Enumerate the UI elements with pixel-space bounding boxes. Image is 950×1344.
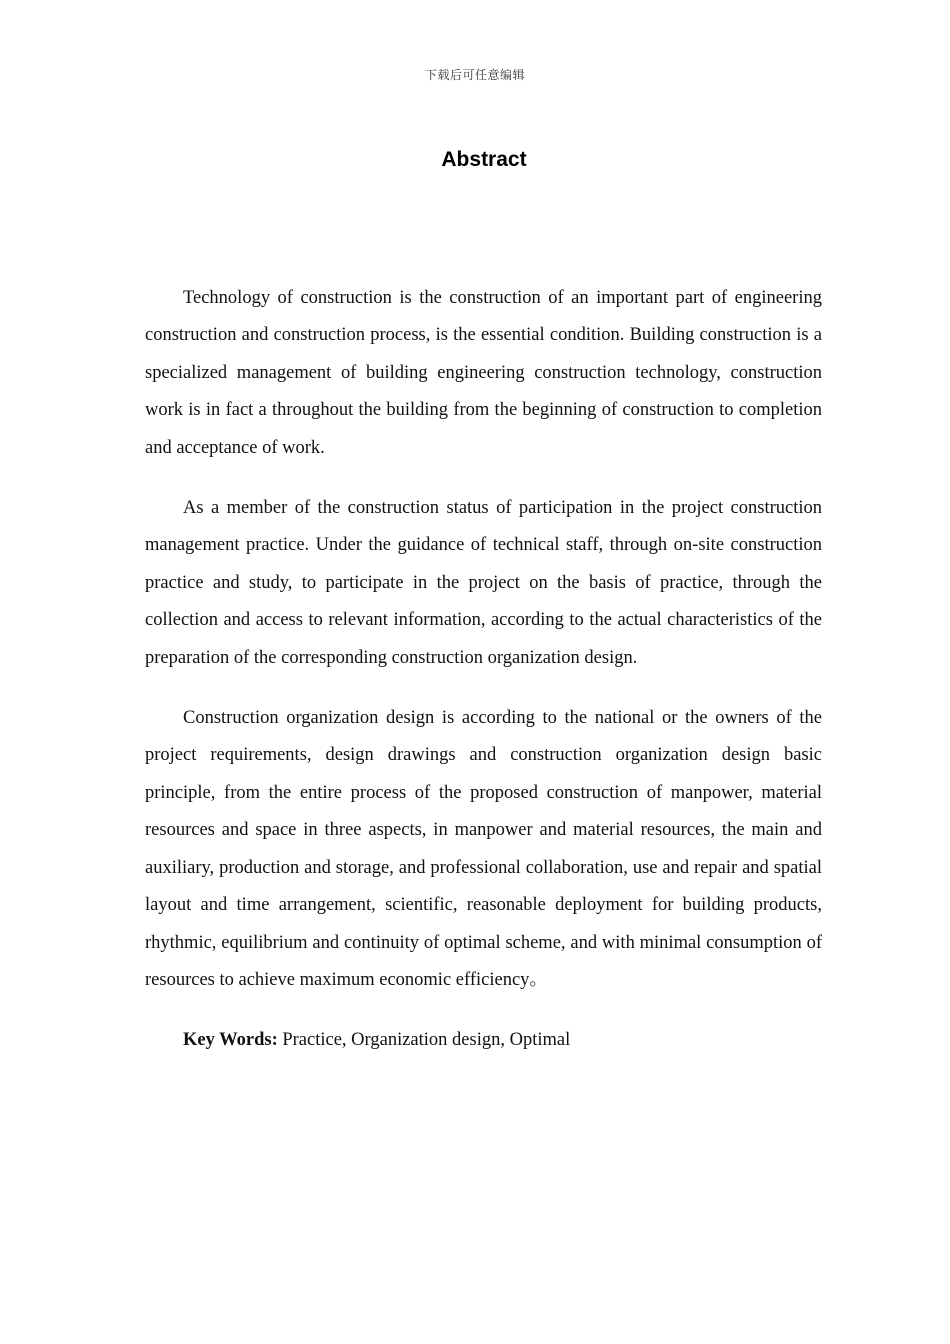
abstract-title: Abstract: [441, 148, 527, 171]
abstract-paragraph-1: Technology of construction is the construction of an important part of engineering construction and construction process, is the essential condition. Building construction is a specialized management of building engineering construction technology, construction work is in fact a throughout the building from the beginning of construction to completion and acceptance of work.: [145, 288, 822, 458]
abstract-paragraph-3: Construction organization design is according to the national or the owners of the project requirements, design drawings and construction organization design basic principle, from the entire process of the proposed construction of manpower, material resources and space in three aspects, in manpower and material resources, the main and auxiliary, production and storage, and professional collaboration, use and repair and spatial layout and time arrangement, scientific, reasonable deployment for building products, rhythmic, equilibrium and continuity of optimal scheme, and with minimal consumption of resources to achieve maximum economic efficiency。: [145, 708, 822, 990]
keywords-value: Practice, Organization design, Optimal: [277, 1030, 571, 1051]
abstract-body: [145, 280, 822, 1083]
keywords-label: Key Words:: [183, 1030, 278, 1051]
page-header-note: 下载后可任意编辑: [424, 68, 525, 82]
keywords-line: [145, 1022, 822, 1059]
abstract-paragraph-2: As a member of the construction status of participation in the project construction management practice. Under the guidance of technical staff, through on-site construction practice and study, to participate in the project on the basis of practice, through the collection and access to relevant information, according to the actual characteristics of the preparation of the corresponding construction organization design.: [145, 498, 822, 668]
